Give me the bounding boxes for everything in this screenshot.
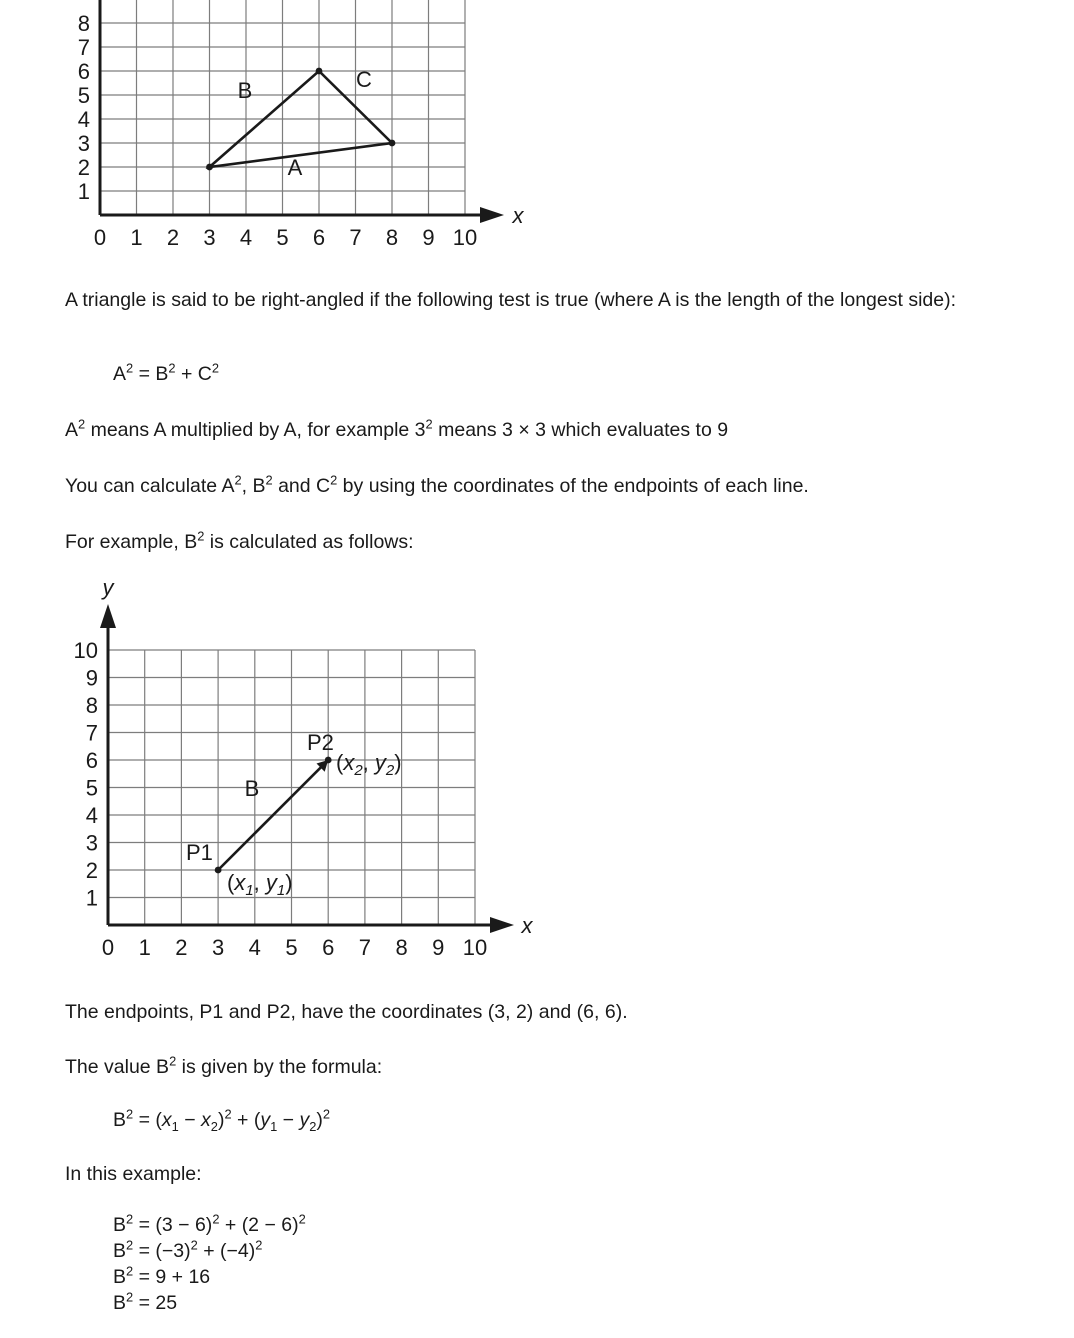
point-label-p2: P2 bbox=[307, 730, 334, 755]
text-fragment: by using the coordinates of the endpoints of each line. bbox=[337, 475, 809, 497]
coord-label-p2: ($x_2$, $y_2$) bbox=[336, 750, 402, 779]
exponent: 2 bbox=[330, 472, 338, 488]
subscript: 1 bbox=[171, 1118, 179, 1134]
exponent: 2 bbox=[224, 1106, 232, 1122]
ytick-chart1: 1 bbox=[77, 179, 90, 204]
ytick-chart1: 8 bbox=[77, 11, 90, 36]
var-x: x bbox=[201, 1109, 211, 1131]
var-y: y bbox=[299, 1109, 310, 1131]
xtick-chart2: 8 bbox=[395, 935, 408, 960]
xtick-chart2: 10 bbox=[462, 935, 488, 960]
paragraph-in-this-example: In this example: bbox=[65, 1163, 202, 1185]
paragraph-calculate-abc bbox=[65, 472, 1060, 500]
segment-label-b: B bbox=[244, 776, 260, 801]
xtick-chart1: 6 bbox=[312, 225, 326, 250]
text-fragment: is calculated as follows: bbox=[204, 531, 414, 553]
ytick-chart1: 2 bbox=[77, 155, 90, 180]
text-fragment: For example, B bbox=[65, 531, 198, 553]
text-fragment: The value B bbox=[65, 1056, 170, 1078]
exponent: 2 bbox=[322, 1106, 331, 1122]
exponent: 2 bbox=[212, 1211, 220, 1227]
ytick-chart2: 8 bbox=[85, 693, 98, 718]
xtick-chart2: 5 bbox=[285, 935, 298, 960]
edge-label-c: C bbox=[356, 67, 372, 92]
exponent: 2 bbox=[265, 472, 273, 488]
chart-triangle-diagram bbox=[0, 0, 540, 260]
ytick-chart2: 9 bbox=[85, 665, 98, 691]
vertex-point bbox=[316, 68, 323, 75]
exponent: 2 bbox=[234, 472, 242, 488]
ytick-chart1: 6 bbox=[77, 59, 90, 84]
xtick-chart1: 8 bbox=[385, 225, 399, 250]
axes-chart2 bbox=[100, 604, 514, 933]
xtick-chart2: 2 bbox=[175, 935, 188, 960]
xtick-chart1: 4 bbox=[239, 225, 253, 250]
point-label-p1: P1 bbox=[186, 840, 213, 865]
paragraph-endpoints-coords: The endpoints, P1 and P2, have the coordinates (3, 2) and (6, 6). bbox=[65, 1001, 628, 1023]
exponent: 2 bbox=[197, 528, 205, 544]
exponent: 2 bbox=[190, 1237, 198, 1253]
ytick-chart2: 2 bbox=[85, 858, 98, 883]
worked-line: $B^2 = (3 - 6)^2 + (2 - 6)^2$ bbox=[113, 1211, 306, 1236]
xtick-chart2: 4 bbox=[248, 935, 261, 960]
text-fragment: means A multiplied by A, for example 3 bbox=[85, 419, 426, 441]
chart-segment-b-diagram bbox=[0, 570, 560, 970]
exponent: 2 bbox=[126, 1289, 134, 1305]
exponent: 2 bbox=[126, 1263, 134, 1279]
exponent: 2 bbox=[168, 360, 176, 376]
paragraph-right-angle-test: A triangle is said to be right-angled if the following test is true (where A is the length of the longest side): bbox=[65, 289, 957, 311]
exponent: 2 bbox=[126, 1211, 134, 1227]
xtick-chart2: 1 bbox=[138, 935, 151, 960]
exponent: 2 bbox=[126, 360, 134, 376]
xtick-chart2: 0 bbox=[101, 935, 115, 960]
subscript: 2 bbox=[309, 1118, 317, 1134]
xtick-chart1: 10 bbox=[452, 225, 478, 250]
ytick-chart1: 7 bbox=[77, 35, 90, 60]
exponent: 2 bbox=[211, 360, 220, 376]
xtick-chart2: 7 bbox=[358, 935, 372, 960]
text-fragment: is given by the formula: bbox=[176, 1056, 383, 1078]
exponent: 2 bbox=[298, 1211, 306, 1227]
ytick-chart2: 3 bbox=[85, 830, 98, 856]
formula-distance-squared: $B^2 = (x_1 - x_2)^2 + (y_1 - y_2)^2$ bbox=[113, 1106, 331, 1134]
var-x: x bbox=[161, 1109, 172, 1131]
edge-label-b: B bbox=[237, 78, 253, 103]
text-fragment: A bbox=[65, 419, 79, 441]
worked-calculation-block bbox=[113, 1212, 306, 1316]
ytick-chart1: 5 bbox=[77, 83, 90, 108]
endpoint-p2-dot bbox=[325, 757, 332, 764]
paragraph-squared-meaning bbox=[65, 416, 1060, 444]
x-axis-label: x bbox=[512, 203, 524, 228]
exponent: 2 bbox=[169, 1053, 177, 1069]
ytick-chart2: 1 bbox=[85, 885, 98, 911]
coord-label-p1: ($x_1$, $y_1$) bbox=[227, 870, 293, 899]
text-fragment: and C bbox=[272, 475, 331, 497]
ytick-chart1: 3 bbox=[77, 131, 90, 156]
paragraph-example-intro bbox=[65, 528, 1060, 556]
xtick-chart1: 0 bbox=[93, 225, 107, 250]
ytick-chart2: 7 bbox=[85, 720, 98, 746]
ytick-chart1: 4 bbox=[77, 107, 90, 132]
paragraph-formula-intro bbox=[65, 1053, 1060, 1081]
exponent: 2 bbox=[126, 1106, 134, 1122]
var-y: y bbox=[260, 1109, 271, 1131]
endpoint-p1-dot bbox=[215, 867, 222, 874]
worked-line: $B^2 = 9 + 16$ bbox=[113, 1263, 211, 1288]
x-axis-label: x bbox=[521, 913, 533, 938]
worked-line: $B^2 = (-3)^2 + (-4)^2$ bbox=[113, 1237, 263, 1262]
ytick-chart2: 4 bbox=[85, 803, 98, 828]
xtick-chart1: 7 bbox=[349, 225, 362, 250]
text-fragment: , B bbox=[241, 475, 266, 497]
xtick-chart2: 6 bbox=[322, 935, 335, 960]
worked-line: $B^2 = 25$ bbox=[113, 1289, 178, 1314]
y-axis-label: y bbox=[102, 575, 114, 600]
subscript: 2 bbox=[210, 1118, 218, 1134]
xtick-chart1: 2 bbox=[166, 225, 180, 250]
xtick-chart2: 3 bbox=[211, 935, 225, 960]
minus-sign: − bbox=[184, 1109, 196, 1131]
subscript: 1 bbox=[270, 1118, 278, 1134]
minus-sign: − bbox=[282, 1109, 295, 1131]
vertex-point bbox=[389, 140, 396, 147]
xtick-chart1: 9 bbox=[422, 225, 435, 250]
text-fragment: means 3 × 3 which evaluates to 9 bbox=[432, 419, 729, 441]
ytick-chart2: 5 bbox=[85, 775, 98, 801]
exponent: 2 bbox=[126, 1237, 134, 1253]
edge-label-a: A bbox=[287, 155, 303, 180]
vertex-point bbox=[206, 164, 213, 171]
grid-lines-chart1 bbox=[100, 0, 465, 215]
xtick-chart1: 5 bbox=[276, 225, 289, 250]
xtick-chart1: 1 bbox=[130, 225, 143, 250]
exponent: 2 bbox=[425, 416, 433, 432]
xtick-chart1: 3 bbox=[203, 225, 216, 250]
exponent: 2 bbox=[255, 1237, 263, 1253]
axes-chart1 bbox=[100, 0, 504, 223]
formula-pythagoras: $A^2 = B^2 + C^2$ bbox=[113, 360, 220, 385]
exponent: 2 bbox=[78, 416, 86, 432]
xtick-chart2: 9 bbox=[432, 935, 445, 960]
ytick-chart2: 6 bbox=[85, 748, 98, 773]
ytick-chart2: 10 bbox=[73, 638, 98, 663]
text-fragment: You can calculate A bbox=[65, 475, 235, 497]
